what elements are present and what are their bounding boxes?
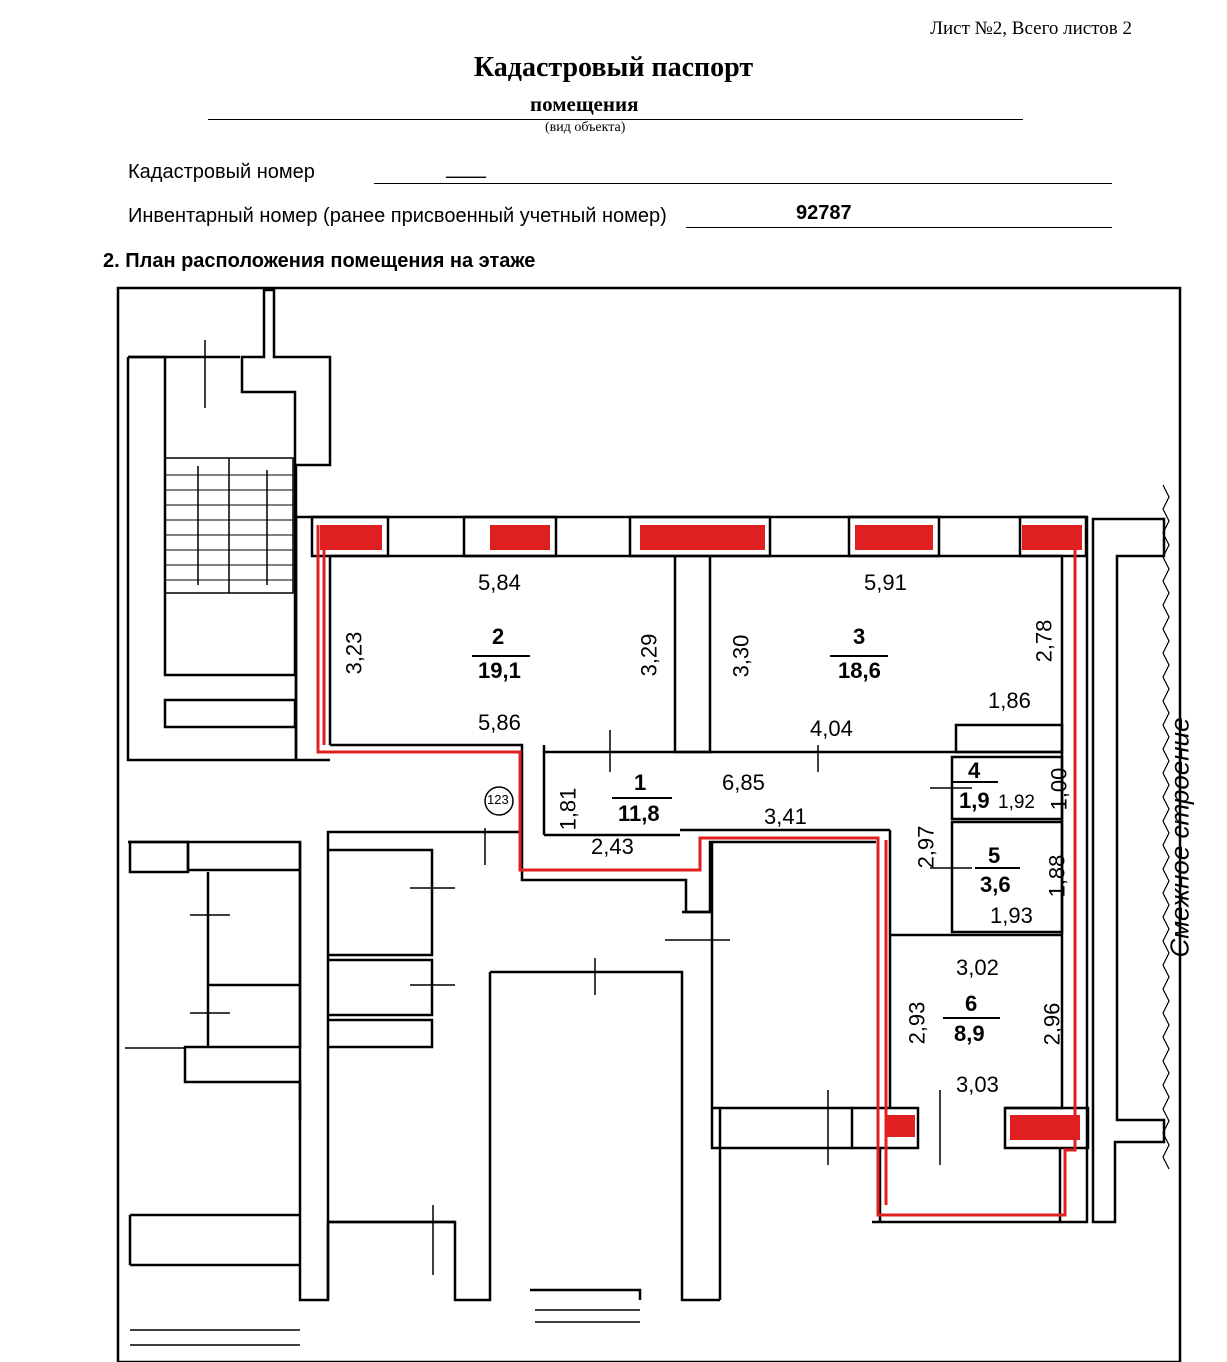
dim: 3,30	[728, 634, 754, 678]
room-3-number: 3	[853, 624, 866, 649]
room-4-area: 1,9	[959, 788, 990, 813]
dim: 1,86	[988, 688, 1031, 713]
object-type: помещения	[530, 92, 639, 116]
cadastral-number-value: ____	[446, 158, 486, 180]
room-6-area: 8,9	[954, 1021, 985, 1046]
document-title: Кадастровый паспорт	[473, 52, 754, 83]
marker-label: 123	[487, 792, 509, 807]
room-5-number: 5	[988, 843, 1001, 868]
dim: 5,91	[864, 570, 907, 595]
dim: 2,43	[591, 834, 634, 859]
room-5-area: 3,6	[980, 872, 1011, 897]
dim: 2,78	[1031, 619, 1057, 663]
dim: 3,03	[956, 1072, 999, 1097]
room-4-number: 4	[968, 758, 981, 783]
room-1-area: 11,8	[618, 801, 660, 826]
dim: 2,93	[904, 1001, 930, 1045]
object-type-caption: (вид объекта)	[545, 120, 626, 135]
dim: 3,02	[956, 955, 999, 980]
adjacent-building-label: Смежное строение	[1164, 717, 1195, 958]
dim: 1,92	[998, 792, 1035, 813]
dim: 2,97	[913, 825, 939, 869]
room-1-number: 1	[634, 770, 647, 795]
adjacent-wall	[1093, 519, 1164, 1222]
dim: 1,00	[1046, 767, 1072, 811]
sheet-number: Лист №2, Всего листов 2	[930, 18, 1132, 39]
room-3-area: 18,6	[838, 658, 881, 683]
dim: 3,23	[341, 631, 367, 675]
section-title: 2. План расположения помещения на этаже	[103, 250, 536, 272]
dim: 2,96	[1039, 1002, 1065, 1046]
inventory-number-label: Инвентарный номер (ранее присвоенный учетный номер)	[128, 205, 667, 227]
dim: 1,88	[1044, 854, 1070, 898]
dim: 5,84	[478, 570, 521, 595]
dim: 1,93	[990, 903, 1033, 928]
dim: 3,29	[636, 633, 662, 677]
stair-window	[165, 700, 295, 727]
room-6-number: 6	[965, 991, 978, 1016]
room-2-number: 2	[492, 624, 505, 649]
dim: 6,85	[722, 770, 765, 795]
partition-wall	[675, 556, 710, 752]
cadastral-number-label: Кадастровый номер	[128, 161, 315, 183]
inventory-number-value: 92787	[796, 202, 852, 224]
dim: 3,41	[764, 804, 807, 829]
dim: 5,86	[478, 710, 521, 735]
room-2-area: 19,1	[478, 658, 521, 683]
dim: 4,04	[810, 716, 853, 741]
dim: 1,81	[555, 787, 581, 831]
